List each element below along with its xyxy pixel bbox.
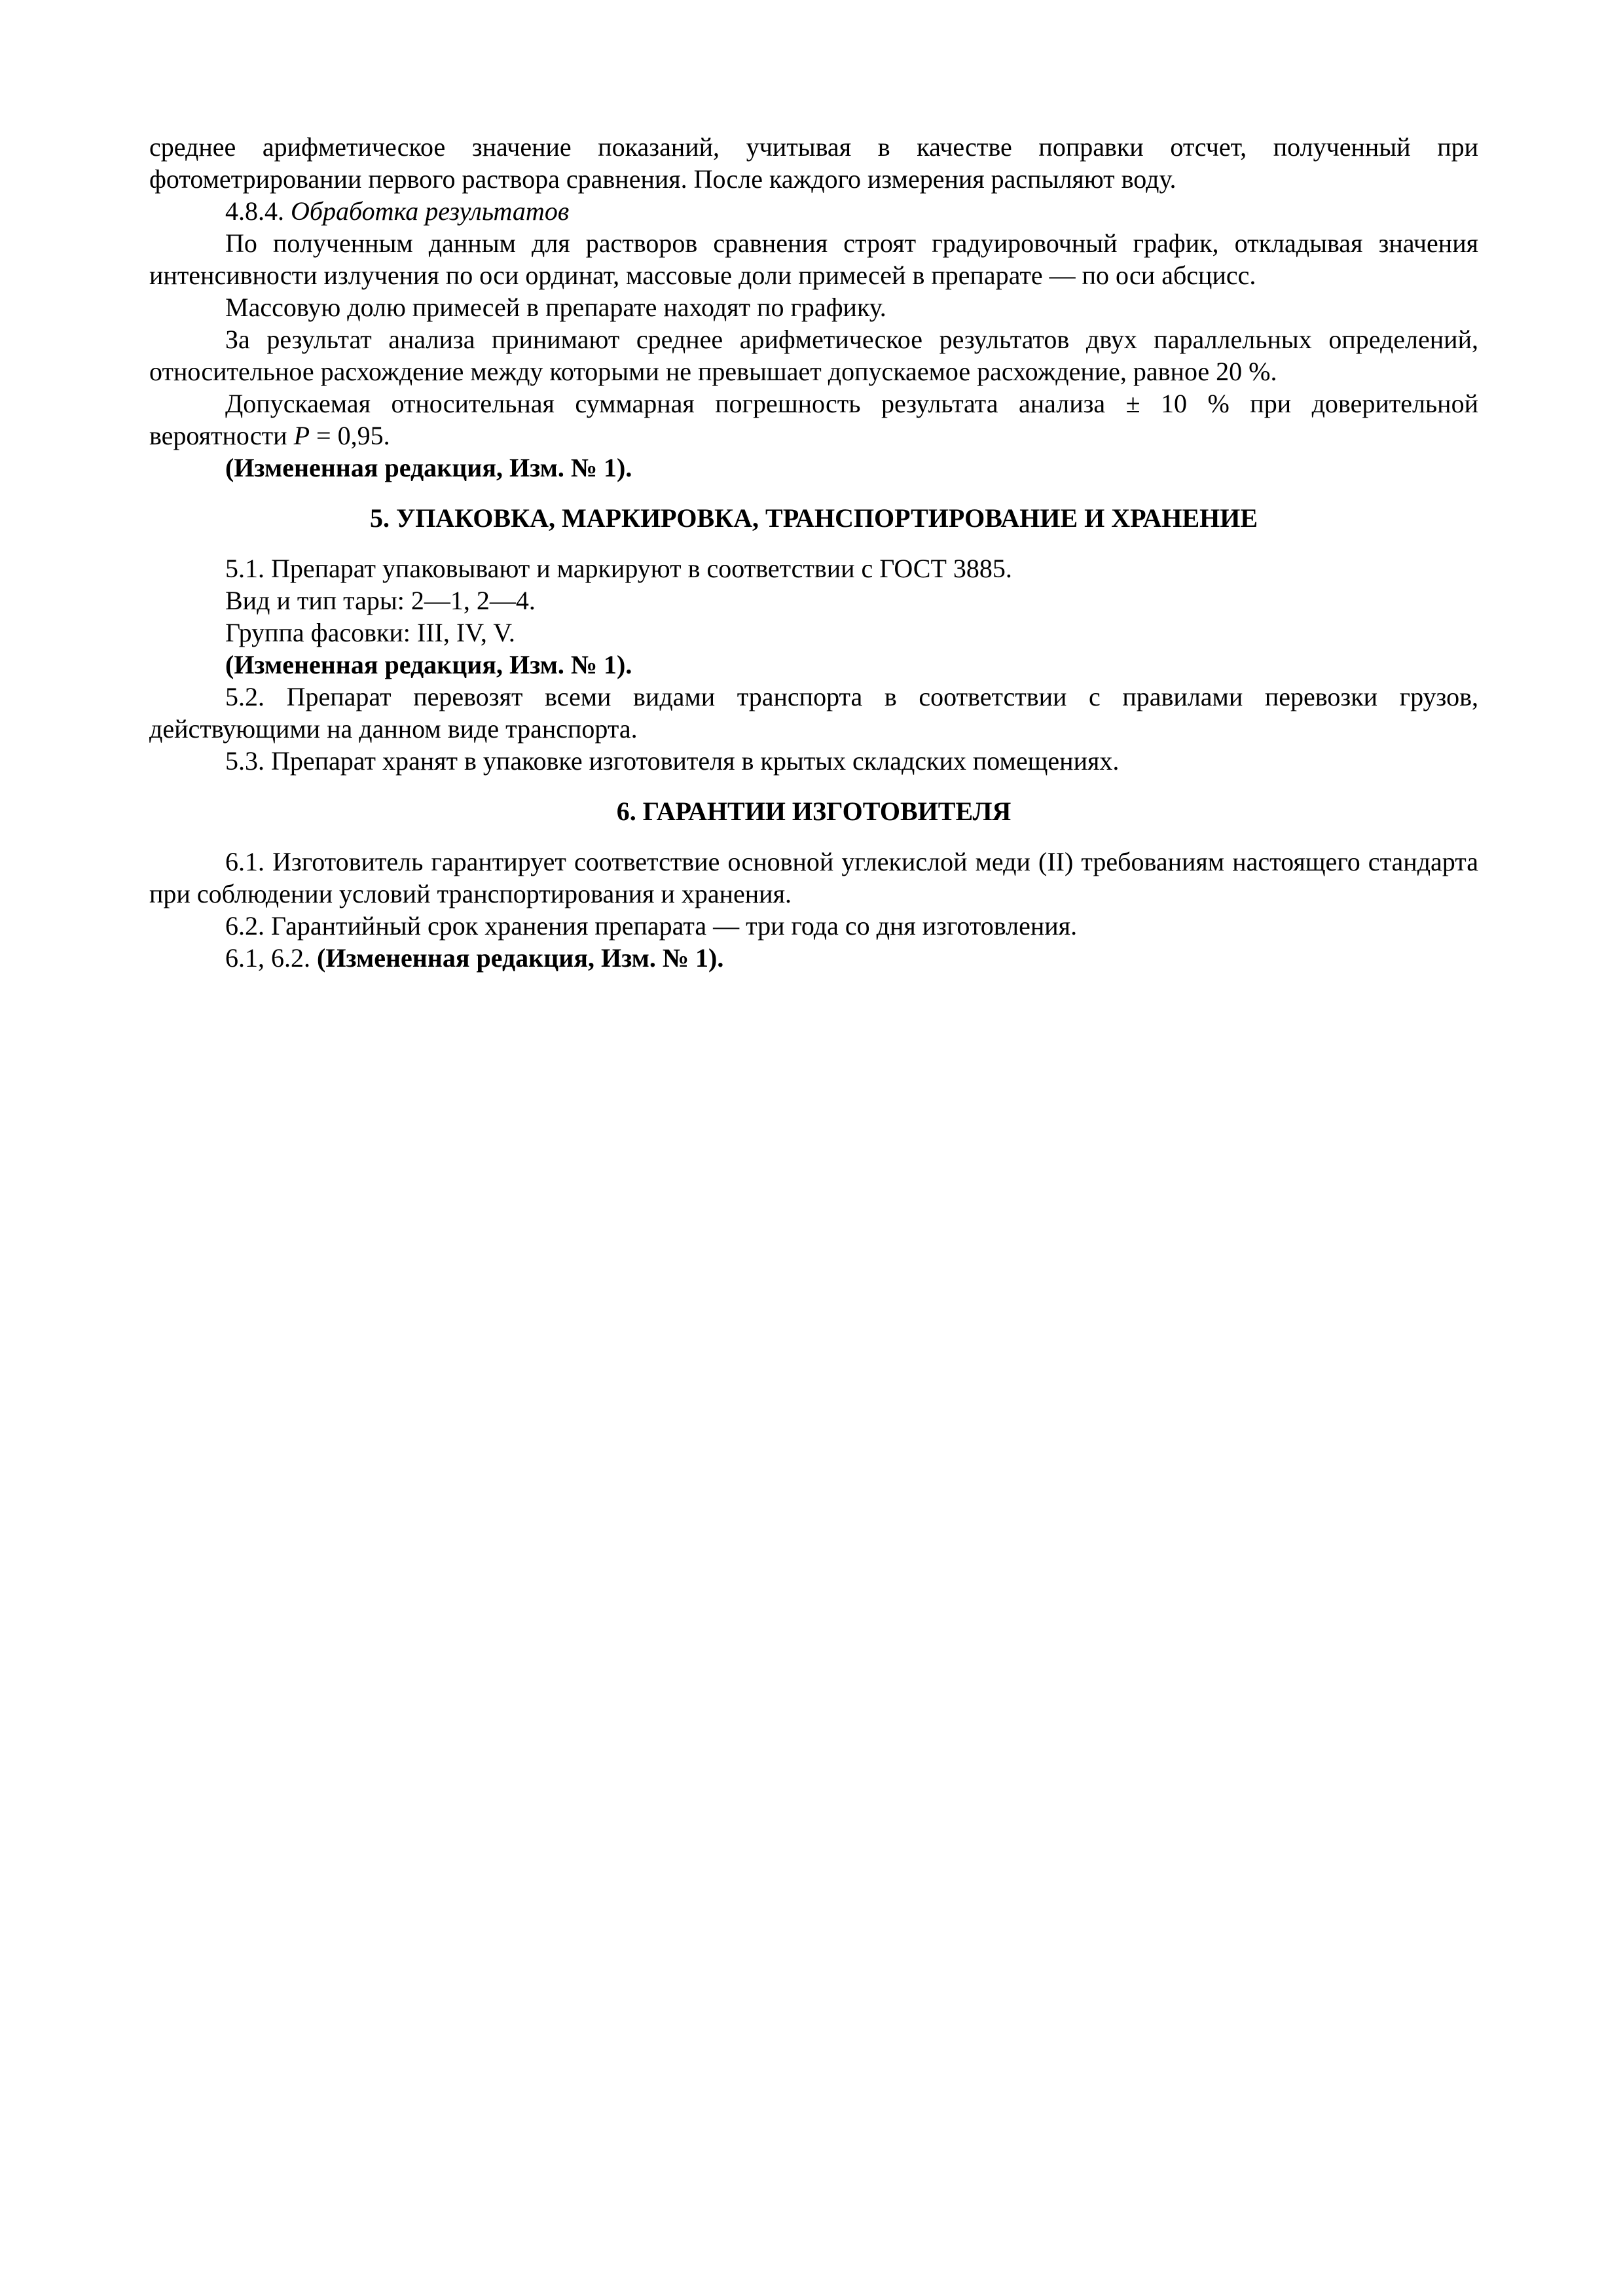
clause-5-2: 5.2. Препарат перевозят всеми видами транспорта в соответствии с правилами перевозки грузов, действующими на данном виде транспорта.: [149, 682, 1478, 744]
amendment-note-4: (Измененная редакция, Изм. № 1).: [225, 453, 632, 482]
clause-6-2: 6.2. Гарантийный срок хранения препарата — три года со дня изготовления.: [225, 911, 1078, 941]
probability-variable: P: [293, 421, 310, 450]
paragraph-4-8-3-end: среднее арифметическое значение показаний, учитывая в качестве поправки отсчет, полученный при фотометрировании первого раствора сравнения. После каждого измерения распыляют воду.: [149, 132, 1478, 194]
paragraph-result: За результат анализа принимают среднее арифметическое результатов двух параллельных определений, относительное расхождение между которыми не превышает допускаемое расхождение, равное 20 %.: [149, 325, 1478, 386]
clause-4-8-4: [149, 195, 1478, 227]
container-type: Вид и тип тары: 2—1, 2—4.: [225, 586, 536, 615]
clause-6-1: 6.1. Изготовитель гарантирует соответствие основной углекислой меди (II) требованиям настоящего стандарта при соблюдении условий транспортирования и хранения.: [149, 847, 1478, 908]
clause-5-3: 5.3. Препарат хранят в упаковке изготовителя в крытых складских помещениях.: [225, 746, 1120, 776]
document-page: [149, 131, 1478, 974]
clause-5-1: 5.1. Препарат упаковывают и маркируют в соответствии с ГОСТ 3885.: [225, 554, 1012, 583]
amendment-text: (Измененная редакция, Изм. № 1).: [317, 943, 724, 973]
error-text: Допускаемая относительная суммарная погрешность результата анализа ± 10 % при доверительной вероятности: [149, 389, 1478, 450]
amendment-note-6: [149, 942, 1478, 974]
paragraph-mass-fraction: Массовую долю примесей в препарате находят по графику.: [225, 293, 886, 322]
packing-group: Группа фасовки: III, IV, V.: [225, 618, 515, 647]
clause-title: Обработка результатов: [291, 196, 570, 226]
paragraph-calibration-graph: По полученным данным для растворов сравнения строят градуировочный график, откладывая значения интенсивности излучения по оси ординат, массовые доли примесей в препарате — по оси абсцисс.: [149, 228, 1478, 290]
clause-number: 4.8.4.: [225, 196, 284, 226]
paragraph-error: [149, 387, 1478, 452]
section-6-heading: 6. ГАРАНТИИ ИЗГОТОВИТЕЛЯ: [616, 797, 1012, 826]
amendment-note-5: (Измененная редакция, Изм. № 1).: [225, 650, 632, 679]
probability-value: = 0,95.: [310, 421, 390, 450]
section-5-heading: 5. УПАКОВКА, МАРКИРОВКА, ТРАНСПОРТИРОВАНИЕ И ХРАНЕНИЕ: [369, 503, 1258, 533]
clause-refs: 6.1, 6.2.: [225, 943, 317, 973]
